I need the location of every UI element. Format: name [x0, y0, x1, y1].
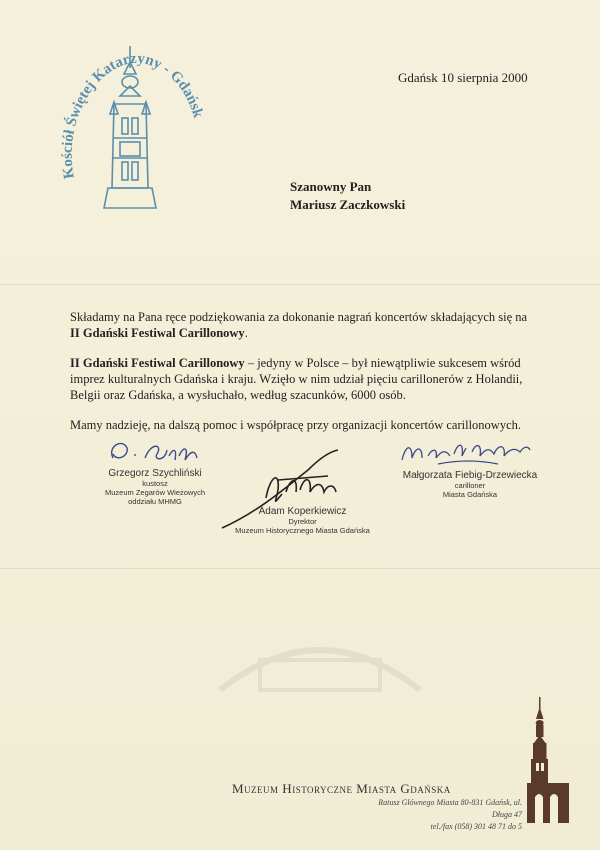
church-seal-stamp: [52, 38, 220, 228]
watermark-emblem: [200, 600, 440, 710]
institution-name: Muzeum Historyczne Miasta Gdańska: [232, 781, 451, 796]
paragraph-3: Mamy nadzieję, na dalszą pomoc i współpracę przy organizacji koncertów carillonowych.: [70, 418, 521, 432]
signatory-role: kustosz: [142, 479, 168, 488]
signatory-name: Grzegorz Szychliński: [108, 468, 202, 479]
signatory-role: Miasta Gdańska: [442, 490, 498, 499]
fold-line: [0, 568, 600, 570]
signatory-role: Muzeum Zegarów Wieżowych: [104, 488, 206, 497]
address-line: Ratusz Głównego Miasta 80-831 Gdańsk, ul. Długa 47: [378, 798, 522, 819]
paragraph-2-text: – jedyny w Polsce – był niewątpliwie sukcesem wśród imprez kulturalnych Gdańska i kraju. Wzięło w nim udział pięciu carillonerów z Holandii, Belgii oraz Gdańska, a wysłuchało, według szacunków, 6000 osób.: [70, 356, 523, 402]
museum-tower-logo: [524, 697, 574, 827]
festival-name: II Gdański Festiwal Carillonowy: [70, 326, 245, 340]
signatory-name: Małgorzata Fiebig-Drzewiecka: [402, 470, 538, 481]
recipient-name: Mariusz Zaczkowski: [290, 197, 406, 212]
signatory-role: oddziału MHMG: [128, 497, 182, 506]
signatory-role: Dyrektor: [288, 517, 317, 526]
letter-date: Gdańsk 10 sierpnia 2000: [398, 70, 528, 85]
paragraph-1-end: .: [244, 326, 248, 340]
signatory-1: [75, 468, 235, 506]
letter-body: [70, 309, 540, 447]
seal-text: Kościół Świętej Katarzyny - Gdańsk: [59, 50, 206, 180]
paragraph-1-text: Składamy na Pana ręce podziękowania za dokonanie nagrań koncertów składających się na: [70, 310, 528, 324]
addressee-block: [290, 178, 405, 214]
institution-address: [370, 797, 522, 833]
festival-name: II Gdański Festiwal Carillonowy: [70, 356, 245, 370]
signatory-3: [380, 470, 560, 499]
signatory-role: Muzeum Historycznego Miasta Gdańska: [235, 526, 370, 535]
signatory-role: carilloner: [454, 481, 486, 490]
paragraph-1: [70, 309, 540, 341]
phone-line: tel./fax (058) 301 48 71 do 5: [430, 822, 522, 831]
salutation: Szanowny Pan: [290, 179, 372, 194]
paragraph-2: [70, 355, 540, 403]
signature-fiebig-drzewiecka: [398, 434, 533, 470]
signature-szychlinski: [105, 436, 205, 468]
signatory-2: [220, 506, 385, 535]
signatory-name: Adam Koperkiewicz: [258, 506, 347, 517]
svg-text:Kościół Świętej Katarzyny - Gd: [60, 51, 206, 180]
fold-line: [0, 284, 600, 286]
